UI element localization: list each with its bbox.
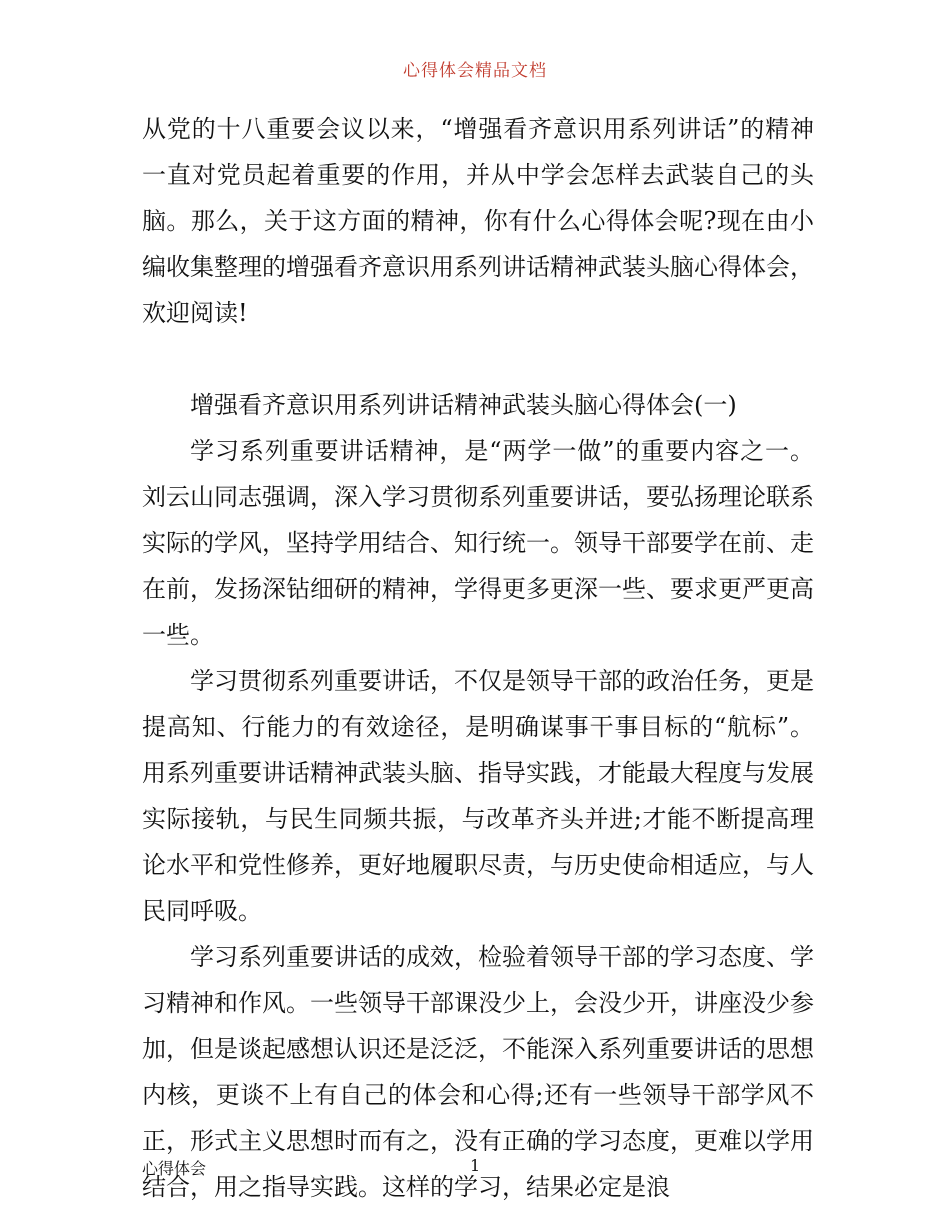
page-number: 1 — [470, 1156, 481, 1175]
body-paragraph-1: 学习系列重要讲话精神，是“两学一做”的重要内容之一。刘云山同志强调，深入学习贯彻系列重要讲话，要弘扬理论联系实际的学风，坚持学用结合、知行统一。领导干部要学在前、走在前，发扬深钻细研的精神，学得更多更深一些、要求更严更高一些。 — [142, 437, 814, 649]
section-title: 增强看齐意识用系列讲话精神武装头脑心得体会(一) — [190, 391, 737, 419]
body-paragraph-2: 学习贯彻系列重要讲话，不仅是领导干部的政治任务，更是提高知、行能力的有效途径，是明确谋事干事目标的“航标”。用系列重要讲话精神武装头脑、指导实践，才能最大程度与发展实际接轨，与民生同频共振，与改革齐头并进;才能不断提高理论水平和党性修养，更好地履职尽责，与历史使命相适应，与人民同呼吸。 — [142, 667, 814, 925]
footer-label: 心得体会 — [142, 1159, 207, 1178]
body-paragraph-3: 学习系列重要讲话的成效，检验着领导干部的学习态度、学习精神和作风。一些领导干部课没少上，会没少开，讲座没少参加，但是谈起感想认识还是泛泛，不能深入系列重要讲话的思想内核，更谈不上有自己的体会和心得;还有一些领导干部学风不正，形式主义思想时而有之，没有正确的学习态度，更难以学用结合，用之指导实践。这样的学习，结果必定是浪 — [142, 943, 814, 1201]
document-header: 心得体会精品文档 — [403, 61, 547, 81]
document-body — [142, 106, 814, 1210]
intro-paragraph: 从党的十八重要会议以来，“增强看齐意识用系列讲话”的精神一直对党员起着重要的作用，并从中学会怎样去武装自己的头脑。那么，关于这方面的精神，你有什么心得体会呢?现在由小编收集整理的增强看齐意识用系列讲话精神武装头脑心得体会，欢迎阅读! — [142, 115, 814, 327]
